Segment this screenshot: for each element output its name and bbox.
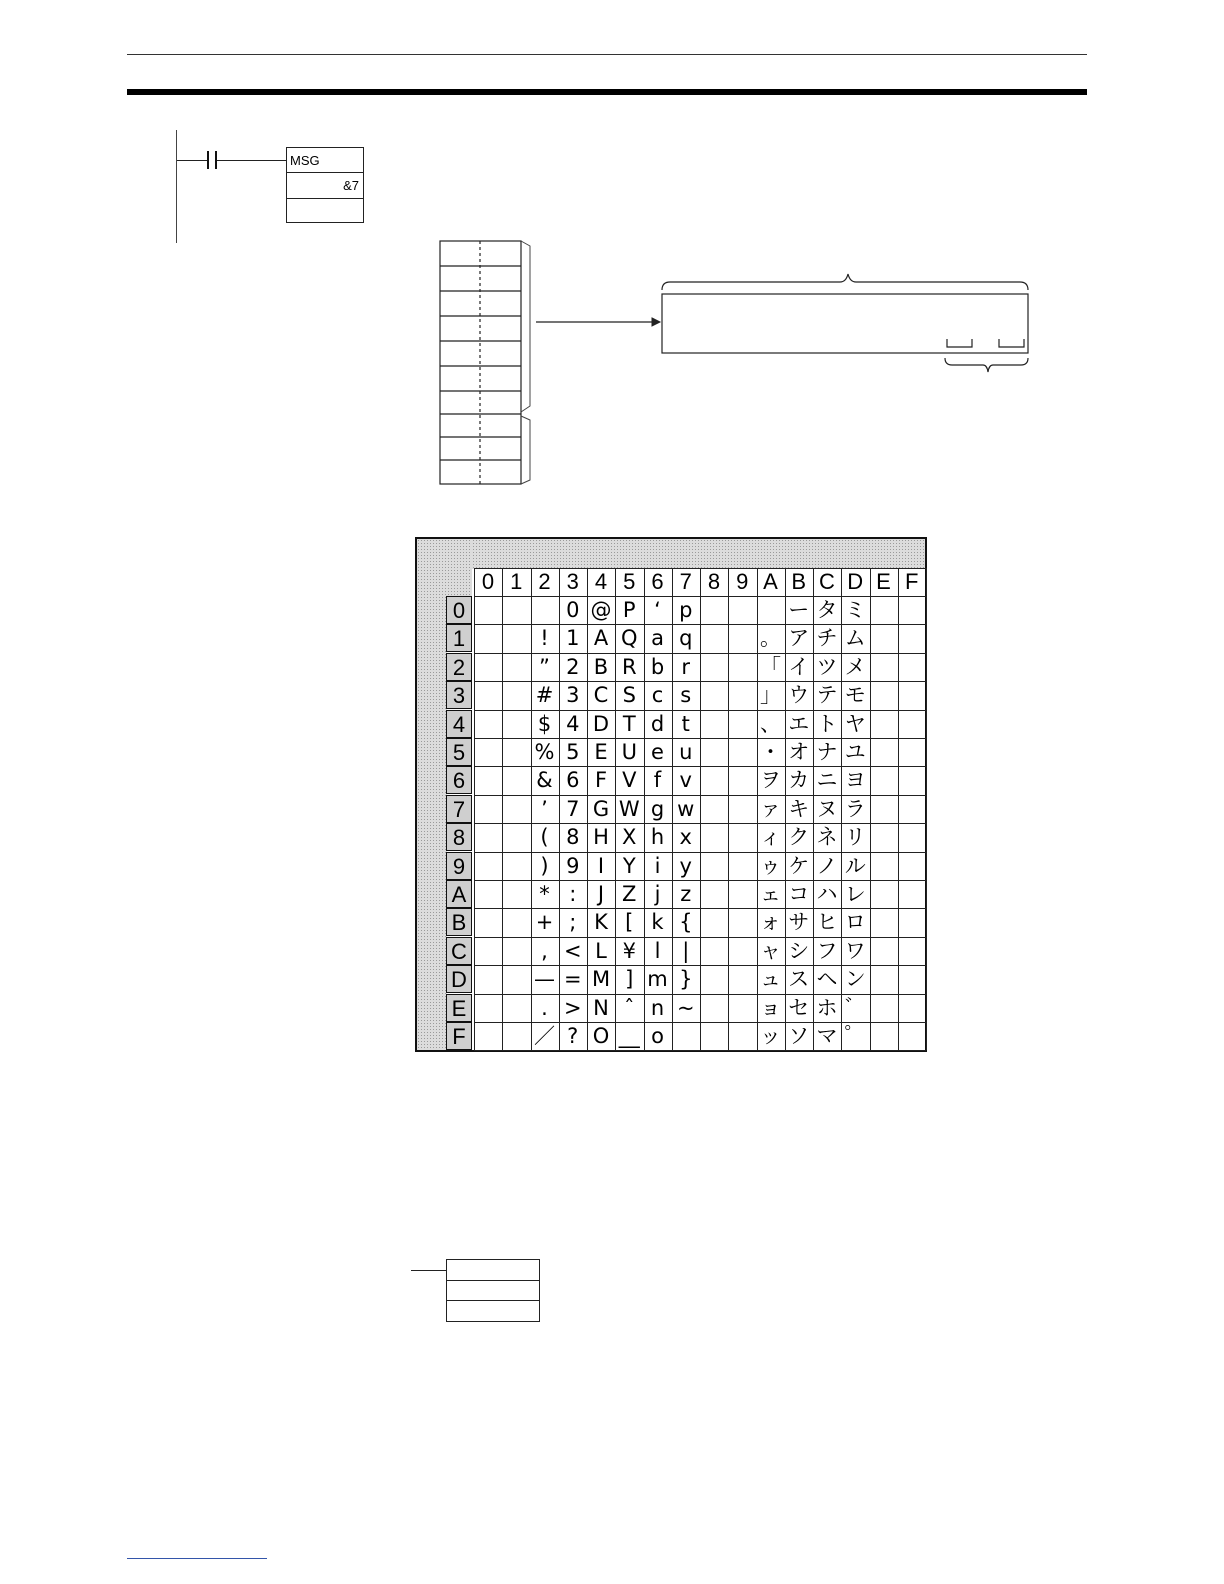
code-char: t [681, 711, 690, 736]
code-char: マ [816, 1024, 838, 1048]
code-char: ¥ [622, 938, 636, 963]
code-char: . [541, 995, 548, 1020]
code-char: { [679, 910, 693, 935]
word-group-brackets [521, 241, 530, 484]
row-header: 0 [446, 596, 472, 624]
code-char: ク [788, 825, 810, 850]
code-char: ニ [816, 768, 838, 793]
code-char: フ [816, 938, 838, 963]
msg-operand: &7 [343, 178, 359, 193]
code-char: ア [788, 626, 810, 651]
code-char: B [593, 654, 609, 679]
code-char: ス [788, 967, 810, 992]
code-char: 8 [566, 825, 580, 850]
row-header: 3 [446, 681, 472, 709]
code-char: ト [816, 711, 838, 736]
code-char: ィ [760, 825, 781, 850]
code-char: [ [625, 910, 634, 935]
code-char: g [650, 796, 665, 821]
grid-line [587, 568, 588, 596]
code-char: y [679, 853, 692, 878]
code-char: ウ [788, 683, 810, 708]
code-char: d [650, 711, 665, 736]
code-char: e [651, 740, 664, 764]
code-char: U [621, 740, 637, 764]
code-char: G [592, 796, 610, 821]
code-char: F [594, 768, 608, 793]
grid-line [559, 568, 560, 596]
code-char: v [679, 768, 692, 793]
code-char: u [679, 740, 693, 764]
table-corner-shading [417, 539, 472, 596]
code-char: ／ [534, 1024, 555, 1048]
code-char: 7 [566, 796, 580, 821]
grid-line [870, 596, 871, 1050]
grid-line [898, 568, 899, 596]
code-char: ホ [816, 995, 838, 1020]
code-char: ( [540, 825, 549, 850]
code-char: ル [844, 853, 866, 878]
code-char: カ [788, 768, 810, 793]
code-char: C [593, 683, 609, 708]
col-header: 2 [538, 569, 551, 594]
row-header: 5 [446, 738, 472, 766]
code-char: S [622, 683, 636, 708]
code-char: w [677, 796, 695, 821]
col-header: A [763, 569, 778, 594]
code-char: m [647, 967, 668, 992]
left-bus-bar [176, 130, 177, 243]
code-char: } [679, 967, 693, 992]
code-char: ヤ [844, 711, 866, 736]
code-char: l [654, 938, 661, 963]
code-char: , [541, 938, 548, 963]
code-char: サ [788, 910, 810, 935]
row-header: C [446, 937, 472, 965]
code-char: > [563, 995, 582, 1020]
col-header: 6 [651, 569, 664, 594]
row-header: 7 [446, 795, 472, 823]
col-header: 4 [594, 569, 608, 594]
code-char: 」 [760, 683, 781, 708]
code-char: モ [844, 683, 866, 708]
code-char: ッ [760, 1024, 781, 1048]
code-char: b [650, 654, 665, 679]
code-char: K [594, 910, 608, 935]
code-char: 3 [566, 683, 580, 708]
code-char: ゜ [844, 1024, 866, 1048]
table-left-shading [417, 596, 447, 1050]
code-char: ネ [816, 825, 838, 850]
row-header: 2 [446, 653, 472, 681]
grid-line [474, 1050, 926, 1051]
code-char: 「 [760, 654, 781, 679]
code-char: h [650, 825, 665, 850]
code-char: ラ [844, 796, 866, 821]
code-char: o [651, 1024, 664, 1048]
lead-line [411, 1270, 447, 1271]
code-char: = [563, 967, 582, 992]
code-char: + [535, 910, 554, 935]
code-char: * [539, 882, 550, 906]
code-char: コ [788, 882, 810, 906]
code-char: j [654, 882, 661, 906]
grid-line [474, 596, 475, 1050]
col-header: C [819, 569, 835, 594]
grid-line [926, 568, 927, 596]
grid-line [841, 568, 842, 596]
code-char: E [594, 740, 608, 764]
code-char: O [592, 1024, 610, 1048]
code-char: ” [539, 654, 550, 679]
header-thin-rule [127, 54, 1087, 55]
code-char: ˆ [624, 995, 635, 1020]
code-char: ゛ [844, 995, 866, 1020]
code-char: % [534, 740, 555, 764]
code-char: N [593, 995, 609, 1020]
code-char: シ [788, 938, 810, 963]
code-char: ; [569, 910, 577, 935]
col-header: E [876, 569, 891, 594]
row-header: B [446, 908, 472, 936]
col-header: 8 [707, 569, 721, 594]
code-char: ‘ [654, 598, 661, 622]
code-char: ヌ [816, 796, 838, 821]
code-char: オ [788, 740, 810, 764]
code-char: H [593, 825, 609, 850]
code-char: W [618, 796, 640, 821]
col-header: 9 [736, 569, 749, 594]
code-char: P [622, 598, 636, 622]
code-char: : [569, 882, 577, 906]
arrow-to-display [536, 318, 660, 326]
code-char: エ [788, 711, 810, 736]
code-char: ワ [844, 938, 866, 963]
row-header: 9 [446, 852, 472, 880]
code-char: ヘ [816, 967, 838, 992]
code-char: タ [816, 598, 838, 622]
code-char: 2 [566, 654, 580, 679]
code-char: a [651, 626, 664, 651]
code-char: 1 [566, 626, 580, 651]
code-char: ォ [760, 910, 781, 935]
row-header: 1 [446, 624, 472, 652]
code-char: Q [620, 626, 638, 651]
grid-line [615, 568, 616, 596]
code-char: L [595, 938, 607, 963]
code-char: ゥ [760, 853, 781, 878]
col-header: 7 [679, 569, 692, 594]
grid-line [813, 568, 814, 596]
code-char: 5 [566, 740, 580, 764]
col-header: 3 [566, 569, 579, 594]
code-char: ナ [816, 740, 838, 764]
code-char: ユ [844, 740, 866, 764]
code-char: ミ [844, 598, 866, 622]
code-char: セ [788, 995, 810, 1020]
code-char: リ [844, 825, 866, 850]
grid-line [898, 596, 899, 1050]
code-char: __ [618, 1024, 640, 1048]
code-char: ハ [816, 882, 838, 906]
row-header: D [446, 965, 472, 993]
code-char: < [563, 938, 582, 963]
row-header: E [446, 994, 472, 1022]
code-char: ュ [760, 967, 781, 992]
code-char: ? [567, 1024, 579, 1048]
col-header: 5 [623, 569, 636, 594]
footer-rule [127, 1558, 267, 1559]
code-char: レ [844, 882, 866, 906]
code-char: ~ [676, 995, 695, 1020]
grid-line [502, 568, 503, 596]
memory-word-stack [440, 241, 521, 484]
message-memory-diagram [430, 230, 1040, 492]
code-char: ヒ [816, 910, 838, 935]
code-char: チ [816, 626, 838, 651]
code-char: | [682, 938, 690, 963]
row-header: A [446, 880, 472, 908]
code-char: A [593, 626, 609, 651]
code-char: s [680, 683, 692, 708]
code-char: ァ [760, 796, 781, 821]
code-char: ン [844, 967, 866, 992]
grid-line [502, 596, 503, 1050]
rung-wire-right [217, 160, 287, 161]
code-char: ヨ [844, 768, 866, 793]
code-char: i [654, 853, 661, 878]
grid-line [728, 568, 729, 596]
code-char: ケ [788, 853, 810, 878]
grid-line [870, 568, 871, 596]
row-header: 8 [446, 823, 472, 851]
code-char: ェ [760, 882, 781, 906]
code-char: — [534, 967, 555, 992]
code-char: ) [540, 853, 549, 878]
code-char: ー [788, 598, 810, 622]
code-char: 、 [760, 711, 781, 736]
code-char: ョ [760, 995, 781, 1020]
code-char: I [597, 853, 605, 878]
contact-icon [207, 151, 217, 169]
code-char: r [681, 654, 691, 679]
code-char: ノ [816, 853, 838, 878]
code-char: n [650, 995, 665, 1020]
code-char: x [679, 825, 692, 850]
msg-instruction-box [286, 147, 364, 223]
code-char: D [592, 711, 610, 736]
code-char: ・ [760, 740, 781, 764]
code-char: 0 [566, 598, 580, 622]
code-char: X [622, 825, 637, 850]
code-char: 。 [760, 626, 781, 651]
code-char: ] [625, 967, 634, 992]
code-char: Z [622, 882, 637, 906]
code-char: ヲ [760, 768, 781, 793]
code-char: M [591, 967, 611, 992]
code-char: J [597, 882, 605, 906]
col-header: D [847, 569, 864, 594]
register-block [446, 1259, 540, 1322]
grid-line [644, 568, 645, 596]
code-char: ャ [760, 938, 781, 963]
code-char: f [653, 768, 662, 793]
col-header: B [791, 569, 807, 594]
code-char: $ [537, 711, 552, 736]
code-char: ソ [788, 1024, 810, 1048]
code-char: V [622, 768, 637, 793]
code-char: q [679, 626, 693, 651]
code-char: # [535, 683, 554, 708]
code-char: z [680, 882, 692, 906]
code-char: ’ [541, 796, 548, 821]
code-char: Y [622, 853, 636, 878]
table-header-shading [472, 539, 925, 569]
code-char: p [679, 598, 693, 622]
code-char: k [651, 910, 664, 935]
row-header: 6 [446, 766, 472, 794]
grid-line [672, 568, 673, 596]
grid-line [728, 596, 729, 1050]
code-char: キ [788, 796, 810, 821]
grid-line [474, 568, 475, 596]
code-char: ツ [816, 654, 838, 679]
grid-line [926, 596, 927, 1050]
grid-line [531, 568, 532, 596]
grid-line [700, 568, 701, 596]
msg-mnemonic: MSG [290, 153, 320, 168]
row-header: F [446, 1022, 472, 1050]
code-char: & [536, 768, 553, 793]
grid-line [700, 596, 701, 1050]
character-code-table [415, 537, 927, 1052]
code-char: @ [590, 598, 612, 622]
code-char: 9 [566, 853, 580, 878]
code-char: メ [844, 654, 866, 679]
code-char: テ [816, 683, 838, 708]
col-header: 1 [510, 569, 523, 594]
code-char: イ [788, 654, 810, 679]
code-char: c [651, 683, 664, 708]
display-field [662, 274, 1028, 372]
col-header: 0 [481, 569, 495, 594]
code-char: ロ [844, 910, 866, 935]
grid-line [757, 568, 758, 596]
col-header: F [905, 569, 919, 594]
code-char: ! [540, 626, 549, 651]
header-thick-rule [127, 89, 1087, 95]
row-header: 4 [446, 710, 472, 738]
grid-line [785, 568, 786, 596]
code-char: R [621, 654, 637, 679]
code-char: 6 [566, 768, 580, 793]
code-char: T [622, 711, 636, 736]
code-char: 4 [566, 711, 580, 736]
code-char: ム [844, 626, 866, 651]
rung-wire-left [177, 160, 207, 161]
